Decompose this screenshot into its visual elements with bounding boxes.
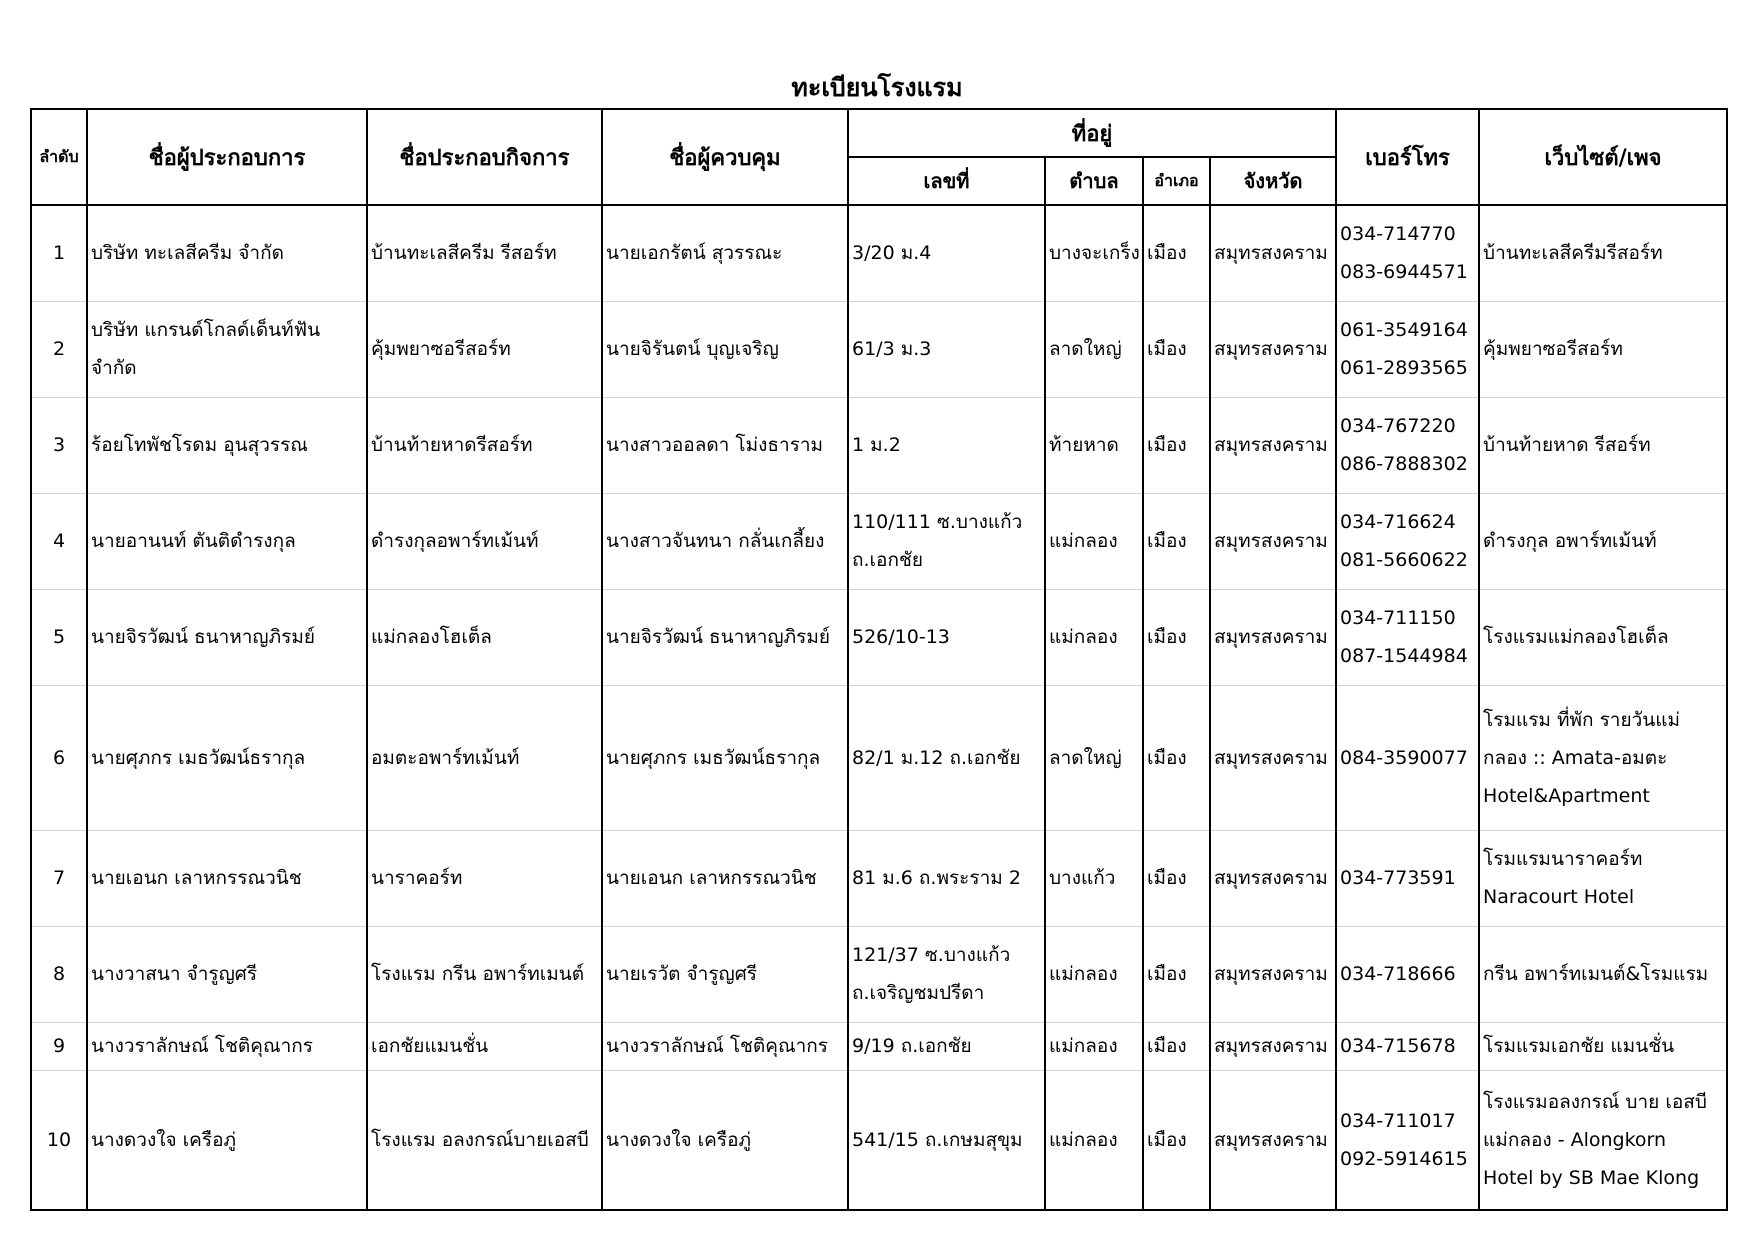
phone-numbers bbox=[1336, 830, 1479, 926]
operator-name-line: นายอานนท์ ตันติดำรงกุล bbox=[91, 530, 296, 552]
table-row bbox=[31, 926, 1727, 1022]
address-number-line: 3/20 ม.4 bbox=[852, 242, 932, 265]
phone-numbers bbox=[1336, 1070, 1479, 1210]
table-row bbox=[31, 589, 1727, 685]
website-page-line: Naracourt Hotel bbox=[1483, 886, 1635, 908]
controller-name: นางสาวจันทนา กลั่นเกลี้ยง bbox=[602, 493, 848, 589]
header-province: จังหวัด bbox=[1210, 157, 1336, 205]
subdistrict: แม่กลอง bbox=[1045, 589, 1143, 685]
phone-numbers-line: 034-711017 bbox=[1340, 1109, 1456, 1132]
district: เมือง bbox=[1143, 301, 1210, 397]
address-number bbox=[848, 589, 1045, 685]
phone-numbers-line: 034-773591 bbox=[1340, 867, 1456, 889]
address-number-line: 81 ม.6 ถ.พระราม 2 bbox=[852, 867, 1021, 889]
operator-name bbox=[87, 926, 367, 1022]
website-page-line: บ้านทะเลสีครีมรีสอร์ท bbox=[1483, 242, 1663, 265]
phone-numbers-line: 087-1544984 bbox=[1340, 645, 1468, 667]
phone-numbers bbox=[1336, 589, 1479, 685]
header-business: ชื่อประกอบกิจการ bbox=[367, 109, 602, 205]
address-number-line: ถ.เอกชัย bbox=[852, 549, 923, 571]
province: สมุทรสงคราม bbox=[1210, 397, 1336, 493]
business-name: นาราคอร์ท bbox=[367, 830, 602, 926]
subdistrict: แม่กลอง bbox=[1045, 1070, 1143, 1210]
website-page-line: แม่กลอง - Alongkorn bbox=[1483, 1128, 1667, 1151]
province: สมุทรสงคราม bbox=[1210, 493, 1336, 589]
website-page bbox=[1479, 205, 1727, 301]
controller-name: นายศุภกร เมธวัฒน์ธรากุล bbox=[602, 685, 848, 830]
website-page bbox=[1479, 830, 1727, 926]
website-page bbox=[1479, 301, 1727, 397]
business-name: โรงแรม อลงกรณ์บายเอสบี bbox=[367, 1070, 602, 1210]
phone-numbers bbox=[1336, 301, 1479, 397]
district: เมือง bbox=[1143, 1022, 1210, 1070]
website-page bbox=[1479, 589, 1727, 685]
website-page-line: โรมแรม ที่พัก รายวันแม่ bbox=[1483, 708, 1681, 731]
hotel-register-table bbox=[30, 108, 1728, 1211]
website-page bbox=[1479, 397, 1727, 493]
business-name: อมตะอพาร์ทเม้นท์ bbox=[367, 685, 602, 830]
phone-numbers-line: 086-7888302 bbox=[1340, 453, 1468, 475]
controller-name: นางสาวออลดา โม่งธาราม bbox=[602, 397, 848, 493]
address-number bbox=[848, 301, 1045, 397]
address-number bbox=[848, 926, 1045, 1022]
address-number bbox=[848, 830, 1045, 926]
phone-numbers-line: 081-5660622 bbox=[1340, 549, 1468, 571]
operator-name-line: บริษัท แกรนด์โกลด์เด็นท์ฟัน bbox=[91, 319, 321, 341]
phone-numbers-line: 061-3549164 bbox=[1340, 319, 1468, 341]
header-phone: เบอร์โทร bbox=[1336, 109, 1479, 205]
address-number-line: 541/15 ถ.เกษมสุขุม bbox=[852, 1128, 1023, 1151]
phone-numbers-line: 034-715678 bbox=[1340, 1035, 1456, 1057]
row-number: 1 bbox=[31, 205, 87, 301]
operator-name bbox=[87, 830, 367, 926]
subdistrict: บางจะเกร็ง bbox=[1045, 205, 1143, 301]
website-page-line: Hotel by SB Mae Klong bbox=[1483, 1166, 1700, 1189]
address-number-line: 121/37 ซ.บางแก้ว bbox=[852, 944, 1011, 966]
row-number: 10 bbox=[31, 1070, 87, 1210]
header-number: เลขที่ bbox=[848, 157, 1045, 205]
phone-numbers bbox=[1336, 926, 1479, 1022]
operator-name-line: นางดวงใจ เครือภู่ bbox=[91, 1128, 237, 1151]
phone-numbers-line: 061-2893565 bbox=[1340, 357, 1468, 379]
header-address: ที่อยู่ bbox=[848, 109, 1336, 157]
website-page-line: โรมแรมนาราคอร์ท bbox=[1483, 848, 1643, 870]
address-number bbox=[848, 205, 1045, 301]
table-body bbox=[31, 205, 1727, 1210]
website-page-line: โรงแรมอลงกรณ์ บาย เอสบี bbox=[1483, 1090, 1707, 1113]
operator-name-line: นางวราลักษณ์ โชติคุณากร bbox=[91, 1035, 313, 1057]
row-number: 7 bbox=[31, 830, 87, 926]
business-name: โรงแรม กรีน อพาร์ทเมนต์ bbox=[367, 926, 602, 1022]
phone-numbers-line: 083-6944571 bbox=[1340, 261, 1468, 284]
phone-numbers bbox=[1336, 1022, 1479, 1070]
table-row bbox=[31, 493, 1727, 589]
website-page-line: บ้านท้ายหาด รีสอร์ท bbox=[1483, 434, 1651, 456]
district: เมือง bbox=[1143, 1070, 1210, 1210]
district: เมือง bbox=[1143, 830, 1210, 926]
subdistrict: ท้ายหาด bbox=[1045, 397, 1143, 493]
subdistrict: บางแก้ว bbox=[1045, 830, 1143, 926]
table-row bbox=[31, 685, 1727, 830]
district: เมือง bbox=[1143, 493, 1210, 589]
website-page-line: โรมแรมเอกชัย แมนชั่น bbox=[1483, 1035, 1675, 1057]
controller-name: นายจิรันตน์ บุญเจริญ bbox=[602, 301, 848, 397]
table-row bbox=[31, 301, 1727, 397]
phone-numbers-line: 034-767220 bbox=[1340, 415, 1456, 437]
province: สมุทรสงคราม bbox=[1210, 1070, 1336, 1210]
phone-numbers bbox=[1336, 397, 1479, 493]
row-number: 5 bbox=[31, 589, 87, 685]
phone-numbers-line: 034-718666 bbox=[1340, 963, 1456, 985]
table-row bbox=[31, 830, 1727, 926]
website-page-line: กลอง :: Amata-อมตะ bbox=[1483, 746, 1668, 769]
operator-name bbox=[87, 301, 367, 397]
address-number bbox=[848, 685, 1045, 830]
website-page-line: Hotel&Apartment bbox=[1483, 784, 1650, 807]
subdistrict: ลาดใหญ่ bbox=[1045, 685, 1143, 830]
header-order: ลำดับ bbox=[31, 109, 87, 205]
address-number bbox=[848, 1022, 1045, 1070]
website-page bbox=[1479, 1022, 1727, 1070]
website-page bbox=[1479, 926, 1727, 1022]
province: สมุทรสงคราม bbox=[1210, 301, 1336, 397]
province: สมุทรสงคราม bbox=[1210, 589, 1336, 685]
district: เมือง bbox=[1143, 205, 1210, 301]
row-number: 4 bbox=[31, 493, 87, 589]
province: สมุทรสงคราม bbox=[1210, 205, 1336, 301]
address-number-line: 110/111 ซ.บางแก้ว bbox=[852, 511, 1023, 533]
controller-name: นายจิรวัฒน์ ธนาหาญภิรมย์ bbox=[602, 589, 848, 685]
website-page bbox=[1479, 1070, 1727, 1210]
address-number bbox=[848, 493, 1045, 589]
operator-name-line: นางวาสนา จำรูญศรี bbox=[91, 963, 258, 985]
operator-name bbox=[87, 1022, 367, 1070]
business-name: คุ้มพยาซอรีสอร์ท bbox=[367, 301, 602, 397]
website-page-line: ดำรงกุล อพาร์ทเม้นท์ bbox=[1483, 530, 1657, 552]
row-number: 8 bbox=[31, 926, 87, 1022]
header-district: อำเภอ bbox=[1143, 157, 1210, 205]
header-operator: ชื่อผู้ประกอบการ bbox=[87, 109, 367, 205]
controller-name: นางดวงใจ เครือภู่ bbox=[602, 1070, 848, 1210]
phone-numbers-line: 034-716624 bbox=[1340, 511, 1456, 533]
header-subdistrict: ตำบล bbox=[1045, 157, 1143, 205]
address-number-line: 1 ม.2 bbox=[852, 434, 901, 456]
website-page bbox=[1479, 493, 1727, 589]
subdistrict: ลาดใหญ่ bbox=[1045, 301, 1143, 397]
district: เมือง bbox=[1143, 589, 1210, 685]
website-page bbox=[1479, 685, 1727, 830]
district: เมือง bbox=[1143, 685, 1210, 830]
controller-name: นายเรวัต จำรูญศรี bbox=[602, 926, 848, 1022]
operator-name-line: นายจิรวัฒน์ ธนาหาญภิรมย์ bbox=[91, 626, 316, 648]
business-name: เอกชัยแมนชั่น bbox=[367, 1022, 602, 1070]
phone-numbers bbox=[1336, 205, 1479, 301]
operator-name bbox=[87, 205, 367, 301]
website-page-line: คุ้มพยาซอรีสอร์ท bbox=[1483, 338, 1623, 360]
business-name: ดำรงกุลอพาร์ทเม้นท์ bbox=[367, 493, 602, 589]
controller-name: นายเอกรัตน์ สุวรรณะ bbox=[602, 205, 848, 301]
subdistrict: แม่กลอง bbox=[1045, 926, 1143, 1022]
table-row bbox=[31, 1070, 1727, 1210]
header-website: เว็บไซต์/เพจ bbox=[1479, 109, 1727, 205]
row-number: 9 bbox=[31, 1022, 87, 1070]
controller-name: นายเอนก เลาหกรรณวนิช bbox=[602, 830, 848, 926]
operator-name-line: บริษัท ทะเลสีครีม จำกัด bbox=[91, 242, 284, 265]
operator-name-line: นายเอนก เลาหกรรณวนิช bbox=[91, 867, 302, 889]
operator-name bbox=[87, 685, 367, 830]
province: สมุทรสงคราม bbox=[1210, 685, 1336, 830]
operator-name-line: จำกัด bbox=[91, 357, 137, 379]
website-page-line: โรงแรมแม่กลองโฮเต็ล bbox=[1483, 626, 1669, 648]
phone-numbers bbox=[1336, 685, 1479, 830]
operator-name bbox=[87, 397, 367, 493]
district: เมือง bbox=[1143, 926, 1210, 1022]
address-number-line: 61/3 ม.3 bbox=[852, 338, 932, 360]
business-name: บ้านท้ายหาดรีสอร์ท bbox=[367, 397, 602, 493]
page-title: ทะเบียนโรงแรม bbox=[791, 73, 963, 102]
address-number-line: ถ.เจริญชมปรีดา bbox=[852, 982, 985, 1004]
header-controller: ชื่อผู้ควบคุม bbox=[602, 109, 848, 205]
subdistrict: แม่กลอง bbox=[1045, 493, 1143, 589]
address-number-line: 526/10-13 bbox=[852, 626, 950, 648]
phone-numbers-line: 034-711150 bbox=[1340, 607, 1456, 629]
address-number-line: 82/1 ม.12 ถ.เอกชัย bbox=[852, 746, 1021, 769]
subdistrict: แม่กลอง bbox=[1045, 1022, 1143, 1070]
province: สมุทรสงคราม bbox=[1210, 926, 1336, 1022]
operator-name-line: ร้อยโทพัชโรดม อุนสุวรรณ bbox=[91, 434, 308, 456]
row-number: 6 bbox=[31, 685, 87, 830]
phone-numbers-line: 084-3590077 bbox=[1340, 746, 1468, 769]
table-row bbox=[31, 205, 1727, 301]
controller-name: นางวราลักษณ์ โชติคุณากร bbox=[602, 1022, 848, 1070]
website-page-line: กรีน อพาร์ทเมนต์&โรมแรม bbox=[1483, 963, 1709, 985]
business-name: แม่กลองโฮเต็ล bbox=[367, 589, 602, 685]
address-number bbox=[848, 1070, 1045, 1210]
operator-name bbox=[87, 589, 367, 685]
row-number: 3 bbox=[31, 397, 87, 493]
address-number-line: 9/19 ถ.เอกชัย bbox=[852, 1035, 972, 1057]
province: สมุทรสงคราม bbox=[1210, 830, 1336, 926]
operator-name bbox=[87, 1070, 367, 1210]
phone-numbers-line: 092-5914615 bbox=[1340, 1147, 1468, 1170]
address-number bbox=[848, 397, 1045, 493]
table-row bbox=[31, 1022, 1727, 1070]
province: สมุทรสงคราม bbox=[1210, 1022, 1336, 1070]
table-row bbox=[31, 397, 1727, 493]
phone-numbers bbox=[1336, 493, 1479, 589]
business-name: บ้านทะเลสีครีม รีสอร์ท bbox=[367, 205, 602, 301]
phone-numbers-line: 034-714770 bbox=[1340, 223, 1456, 246]
district: เมือง bbox=[1143, 397, 1210, 493]
operator-name bbox=[87, 493, 367, 589]
row-number: 2 bbox=[31, 301, 87, 397]
operator-name-line: นายศุภกร เมธวัฒน์ธรากุล bbox=[91, 746, 306, 769]
